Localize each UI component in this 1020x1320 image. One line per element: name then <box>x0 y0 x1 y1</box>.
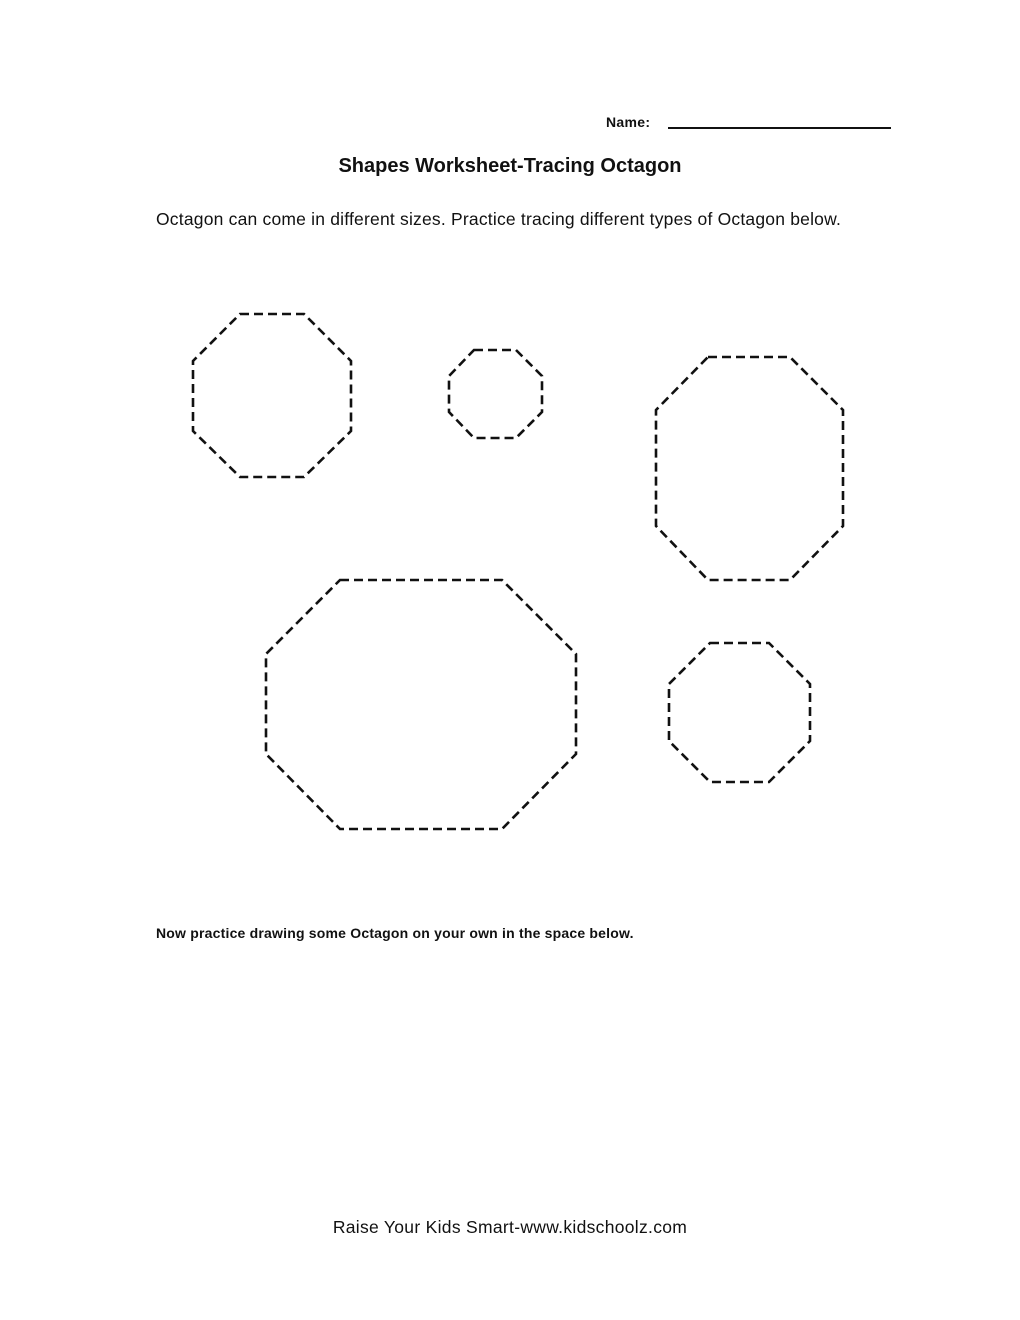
octagon-4[interactable] <box>266 580 576 829</box>
octagon-5[interactable] <box>669 643 810 782</box>
footer-text: Raise Your Kids Smart-www.kidschoolz.com <box>332 1217 688 1237</box>
name-label: Name: <box>606 114 651 130</box>
worksheet-title: Shapes Worksheet-Tracing Octagon <box>338 155 682 177</box>
practice-prompt: Now practice drawing some Octagon on your own in the space below. <box>156 925 634 941</box>
octagon-1[interactable] <box>193 314 351 477</box>
octagon-3[interactable] <box>656 357 843 580</box>
octagon-2[interactable] <box>449 350 542 438</box>
intro-text: Octagon can come in different sizes. Practice tracing different types of Octagon below. <box>156 209 842 229</box>
